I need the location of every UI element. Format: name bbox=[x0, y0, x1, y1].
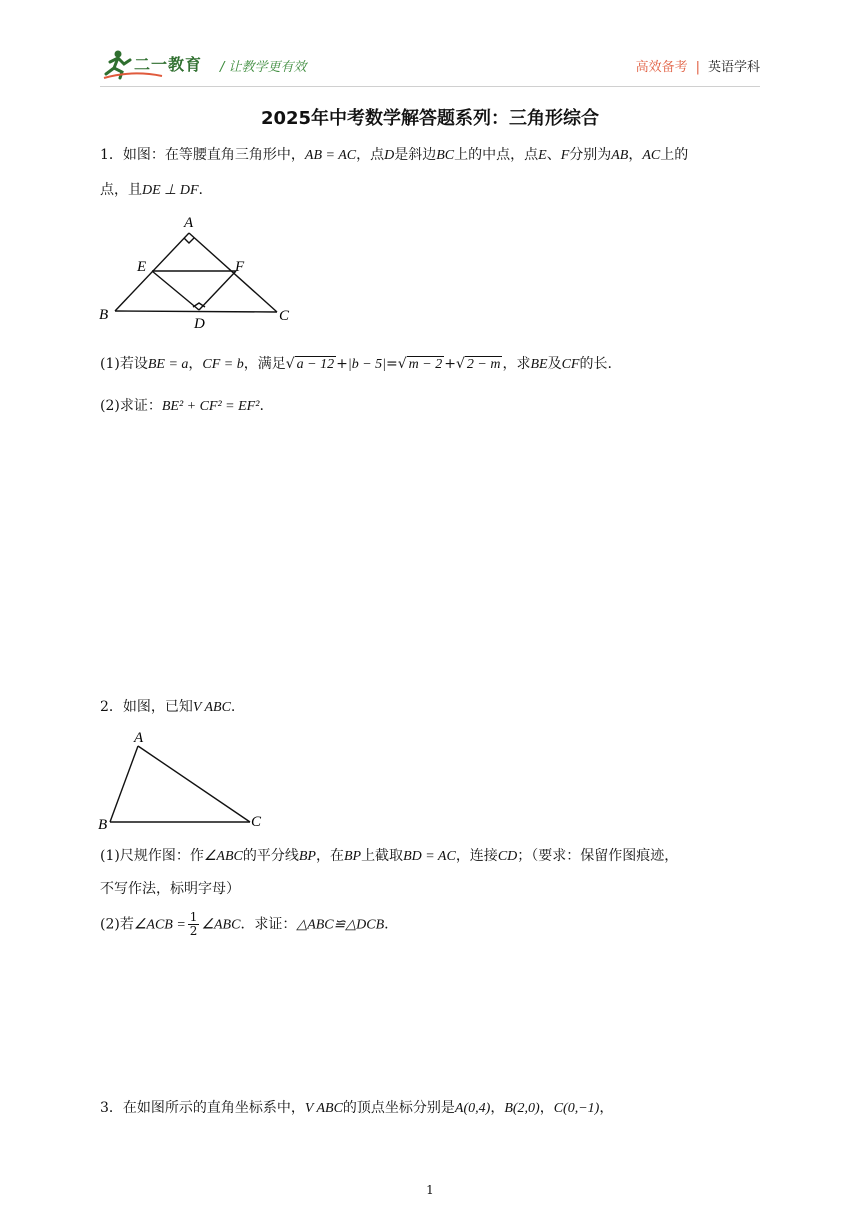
q1-part2: (2)求证：BE² + CF² = EF². bbox=[100, 398, 264, 414]
q1-label-f: F bbox=[235, 259, 245, 275]
q2-part1-line1: (1)尺规作图：作∠ABC的平分线BP，在BP上截取BD = AC，连接CD；（要求：保留作图痕迹， bbox=[100, 848, 679, 864]
q2-stem: 2．如图，已知V ABC. bbox=[100, 699, 236, 715]
q1-part1: (1)若设BE = a，CF = b，满足√ a − 12 +|b − 5|=√ m − 2 +√ 2 − m ，求BE及CF的长. bbox=[100, 356, 612, 372]
q1-label-e: E bbox=[137, 259, 147, 275]
slogan: / 让教学更有效 bbox=[220, 60, 307, 75]
q1-label-d: D bbox=[194, 316, 205, 332]
page-title: 2025年中考数学解答题系列：三角形综合 bbox=[260, 108, 600, 129]
q1-label-a: A bbox=[184, 215, 194, 231]
header-separator: | bbox=[695, 60, 700, 75]
q1-stem-line2: 点，且DE ⊥ DF. bbox=[100, 182, 203, 198]
q2-label-a: A bbox=[134, 730, 144, 746]
page-number: 1 bbox=[426, 1183, 434, 1197]
page-header bbox=[100, 46, 760, 87]
q3-stem: 3．在如图所示的直角坐标系中，V ABC的顶点坐标分别是A(0,4)，B(2,0)，C(0,−1)， bbox=[100, 1100, 614, 1116]
q2-label-c: C bbox=[251, 814, 262, 830]
q1-label-b: B bbox=[99, 307, 109, 323]
fraction-one-half: $\frac{1}{2}$ bbox=[189, 910, 198, 938]
header-tag-left: 高效备考 bbox=[635, 60, 688, 75]
q2-part1-line2: 不写作法，标明字母） bbox=[100, 881, 240, 897]
header-tag-right: 英语学科 bbox=[707, 60, 760, 75]
q2-label-b: B bbox=[98, 817, 108, 833]
header-right bbox=[636, 56, 760, 75]
q2-triangle-figure bbox=[95, 725, 275, 835]
logo-text: 二一教育 bbox=[134, 55, 203, 74]
q1-label-c: C bbox=[279, 308, 290, 324]
q1-stem-line1: 1．如图：在等腰直角三角形中，AB = AC，点D是斜边BC上的中点，点E、F分别为AB，AC上的 bbox=[100, 147, 689, 163]
q1-triangle-figure bbox=[95, 210, 300, 335]
q2-part2: (2)若∠ACB = $\frac{1}{2}$ ∠ABC．求证：△ABC≌△DCB. bbox=[100, 910, 389, 938]
